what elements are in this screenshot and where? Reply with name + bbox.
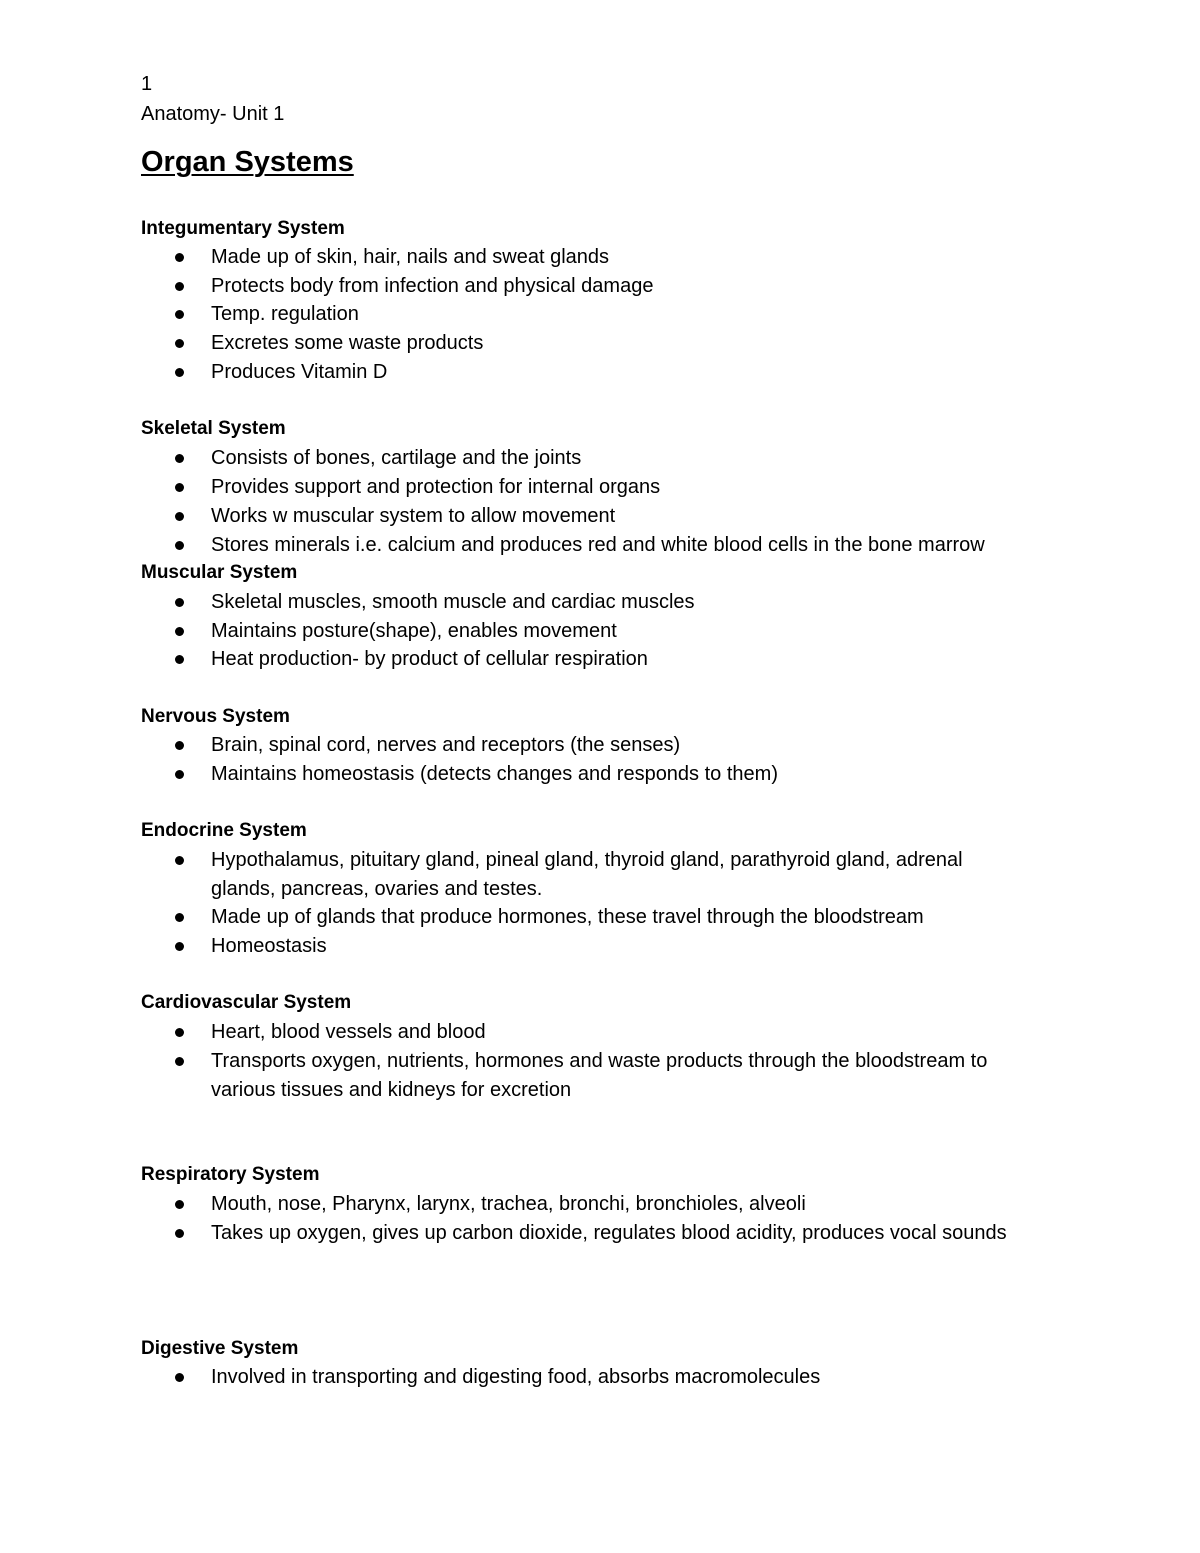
list-item-text: Transports oxygen, nutrients, hormones and waste products through the bloodstream to [211,1050,988,1072]
list-item-text: Maintains posture(shape), enables movement [211,620,617,642]
list-item-text: Works w muscular system to allow movement [211,505,616,527]
list-item-text: Stores minerals i.e. calcium and produces red and white blood cells in the bone marrow [211,534,985,556]
bullet-icon [175,282,184,291]
bullet-icon [175,1373,184,1382]
bullet-icon [175,253,184,262]
bullet-icon [175,655,184,664]
bullet-icon [175,1028,184,1037]
bullet-icon [175,942,184,951]
bullet-icon [175,1229,184,1238]
section-heading: Nervous System [141,706,290,727]
bullet-icon [175,856,184,865]
page-number: 1 [141,73,153,95]
list-item-text: Made up of skin, hair, nails and sweat glands [211,246,610,268]
bullet-icon [175,541,184,550]
section-heading: Endocrine System [141,820,307,841]
list-item-text: Hypothalamus, pituitary gland, pineal gland, thyroid gland, parathyroid gland, adrenal [211,849,963,871]
bullet-icon [175,1057,184,1066]
page-title: Organ Systems [141,146,354,178]
list-item-text: various tissues and kidneys for excretion [211,1079,572,1101]
bullet-icon [175,598,184,607]
section-heading: Integumentary System [141,218,345,239]
list-item-text: Temp. regulation [211,303,359,325]
bullet-icon [175,512,184,521]
list-item-text: Protects body from infection and physical damage [211,275,654,297]
list-item-text: Brain, spinal cord, nerves and receptors (the senses) [211,734,681,756]
section-heading: Respiratory System [141,1164,320,1185]
list-item-text: Mouth, nose, Pharynx, larynx, trachea, bronchi, bronchioles, alveoli [211,1193,806,1215]
bullet-icon [175,483,184,492]
list-item-text: Made up of glands that produce hormones, these travel through the bloodstream [211,906,924,928]
section-heading: Muscular System [141,562,298,583]
bullet-icon [175,770,184,779]
bullet-icon [175,627,184,636]
bullet-icon [175,339,184,348]
list-item-text: Heart, blood vessels and blood [211,1021,486,1043]
bullet-icon [175,454,184,463]
course-label: Anatomy- Unit 1 [141,103,285,125]
list-item-text: Skeletal muscles, smooth muscle and cardiac muscles [211,591,695,613]
list-item-text: Maintains homeostasis (detects changes and responds to them) [211,763,778,785]
list-item-text: Produces Vitamin D [211,361,388,383]
list-item-text: Involved in transporting and digesting food, absorbs macromolecules [211,1366,821,1388]
section-heading: Cardiovascular System [141,992,352,1013]
list-item-text: Excretes some waste products [211,332,484,354]
list-item-text: Homeostasis [211,935,327,957]
bullet-icon [175,368,184,377]
list-item-text: glands, pancreas, ovaries and testes. [211,878,543,900]
section-heading: Skeletal System [141,418,286,439]
list-item-text: Takes up oxygen, gives up carbon dioxide, regulates blood acidity, produces vocal sounds [211,1222,1007,1244]
list-item-text: Consists of bones, cartilage and the joints [211,447,582,469]
bullet-icon [175,1200,184,1209]
bullet-icon [175,741,184,750]
section-heading: Digestive System [141,1338,299,1359]
bullet-icon [175,913,184,922]
bullet-icon [175,310,184,319]
list-item-text: Provides support and protection for internal organs [211,476,661,498]
list-item-text: Heat production- by product of cellular respiration [211,648,648,670]
